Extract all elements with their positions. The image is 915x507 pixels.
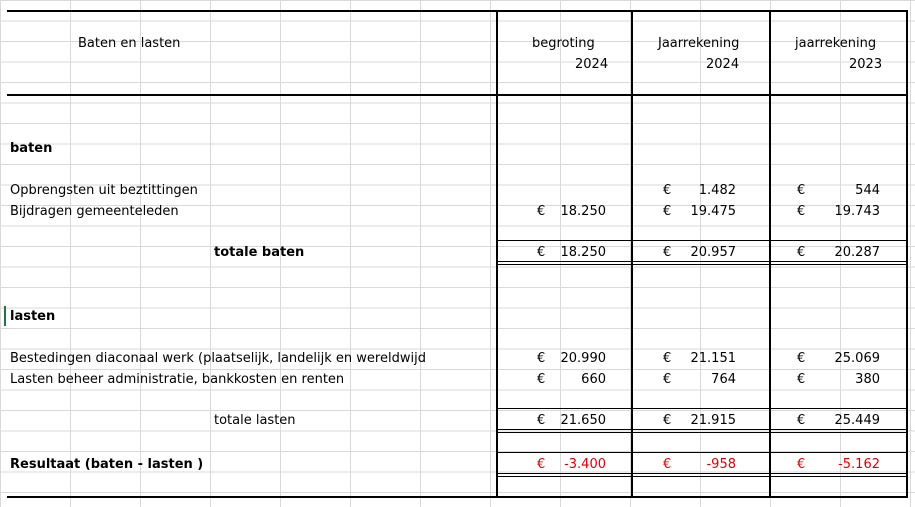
currency-symbol: €: [663, 204, 672, 219]
column-divider-3: [769, 10, 771, 498]
currency-symbol: €: [797, 204, 806, 219]
total-baten-top-border: [496, 240, 908, 241]
result-bottom-border-1: [496, 473, 908, 474]
currency-symbol: €: [663, 245, 672, 260]
currency-symbol: €: [797, 372, 806, 387]
row-label-bijdragen: Bijdragen gemeenteleden: [10, 204, 179, 219]
result-top-border: [496, 452, 908, 453]
currency-symbol: €: [537, 351, 546, 366]
cell-total-lasten-jaarrekening-2023[interactable]: 25.449: [834, 413, 880, 428]
header-jaarrekening-2024: Jaarrekening: [658, 36, 740, 51]
total-lasten-label: totale lasten: [214, 413, 296, 428]
row-selection-marker: [4, 306, 6, 326]
result-label: Resultaat (baten - lasten ): [10, 457, 204, 472]
cell-bijdragen-begroting[interactable]: 18.250: [560, 204, 606, 219]
header-begroting: begroting: [532, 36, 595, 51]
total-baten-bottom-border-1: [496, 261, 908, 262]
currency-symbol: €: [663, 351, 672, 366]
section-heading-baten: baten: [10, 141, 53, 156]
row-label-opbrengsten: Opbrengsten uit beztittingen: [10, 183, 198, 198]
currency-symbol: €: [797, 351, 806, 366]
total-lasten-bottom-border-2: [496, 432, 908, 433]
table-right-border: [906, 10, 908, 498]
cell-bijdragen-jaarrekening-2024[interactable]: 19.475: [690, 204, 736, 219]
result-bottom-border-2: [496, 476, 908, 477]
header-jaarrekening-2024-year: 2024: [706, 57, 740, 72]
column-divider-1: [496, 10, 498, 498]
header-begroting-year: 2024: [575, 57, 609, 72]
currency-symbol: €: [663, 413, 672, 428]
currency-symbol: €: [797, 457, 806, 472]
total-lasten-bottom-border-1: [496, 429, 908, 430]
currency-symbol: €: [797, 245, 806, 260]
header-bottom-border: [7, 94, 908, 96]
row-label-lasten-beheer: Lasten beheer administratie, bankkosten en renten: [10, 372, 345, 387]
section-heading-lasten: lasten: [10, 309, 56, 324]
currency-symbol: €: [537, 245, 546, 260]
currency-symbol: €: [537, 413, 546, 428]
row-label-bestedingen: Bestedingen diaconaal werk (plaatselijk, landelijk en wereldwijd: [10, 351, 426, 366]
header-label: Baten en lasten: [78, 36, 181, 51]
cell-total-baten-jaarrekening-2023[interactable]: 20.287: [834, 245, 880, 260]
cell-total-lasten-jaarrekening-2024[interactable]: 21.915: [690, 413, 736, 428]
currency-symbol: €: [663, 183, 672, 198]
total-baten-label: totale baten: [214, 245, 305, 260]
cell-result-jaarrekening-2024[interactable]: -958: [706, 457, 736, 472]
total-lasten-top-border: [496, 408, 908, 409]
currency-symbol: €: [797, 183, 806, 198]
currency-symbol: €: [663, 457, 672, 472]
table-bottom-border: [7, 496, 908, 498]
currency-symbol: €: [797, 413, 806, 428]
cell-total-lasten-begroting[interactable]: 21.650: [560, 413, 606, 428]
currency-symbol: €: [537, 457, 546, 472]
column-divider-2: [631, 10, 633, 498]
header-jaarrekening-2023-year: 2023: [849, 57, 883, 72]
cell-result-jaarrekening-2023[interactable]: -5.162: [838, 457, 880, 472]
cell-opbrengsten-jaarrekening-2024[interactable]: 1.482: [698, 183, 736, 198]
cell-lasten-beheer-jaarrekening-2023[interactable]: 380: [855, 372, 880, 387]
cell-total-baten-jaarrekening-2024[interactable]: 20.957: [690, 245, 736, 260]
header-jaarrekening-2023: jaarrekening: [795, 36, 877, 51]
total-baten-bottom-border-2: [496, 264, 908, 265]
cell-result-begroting[interactable]: -3.400: [564, 457, 606, 472]
cell-bestedingen-jaarrekening-2024[interactable]: 21.151: [690, 351, 736, 366]
cell-bestedingen-jaarrekening-2023[interactable]: 25.069: [834, 351, 880, 366]
cell-lasten-beheer-jaarrekening-2024[interactable]: 764: [711, 372, 736, 387]
currency-symbol: €: [537, 372, 546, 387]
cell-bestedingen-begroting[interactable]: 20.990: [560, 351, 606, 366]
cell-opbrengsten-jaarrekening-2023[interactable]: 544: [855, 183, 880, 198]
currency-symbol: €: [663, 372, 672, 387]
cell-lasten-beheer-begroting[interactable]: 660: [581, 372, 606, 387]
cell-total-baten-begroting[interactable]: 18.250: [560, 245, 606, 260]
table-top-border: [7, 10, 908, 12]
currency-symbol: €: [537, 204, 546, 219]
cell-bijdragen-jaarrekening-2023[interactable]: 19.743: [834, 204, 880, 219]
